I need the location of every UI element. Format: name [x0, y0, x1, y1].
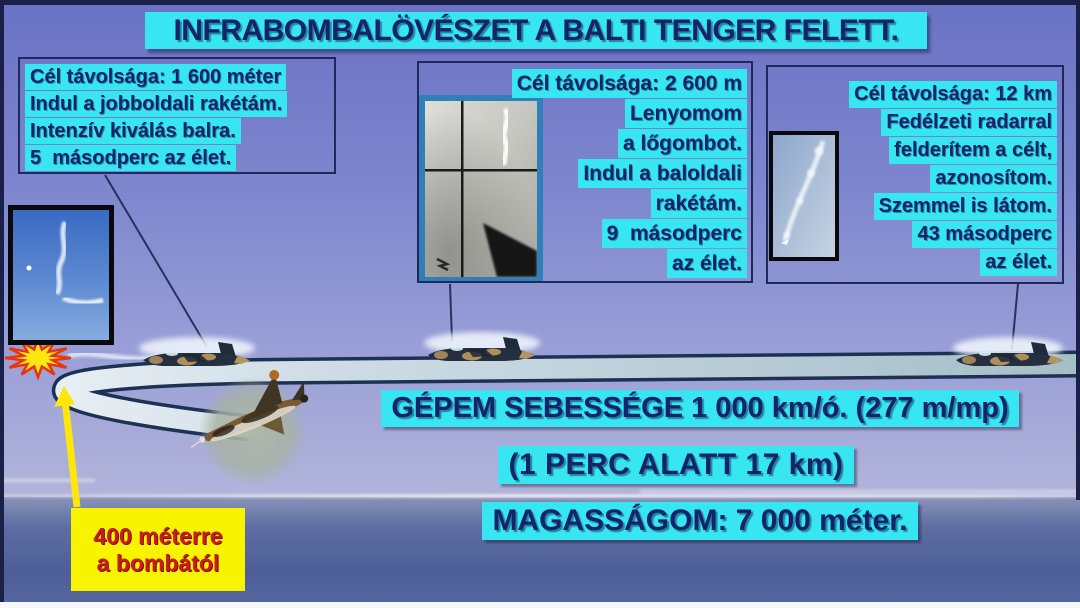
speed-label-text: GÉPEM SEBESSÉGE 1 000 km/ó. (277 m/mp) [381, 390, 1018, 427]
callout-middle-line: Indul a baloldali [578, 159, 747, 188]
callout-left-line: Intenzív kiválás balra. [25, 118, 241, 144]
callout-right [766, 65, 1064, 284]
up-arrow-icon [54, 386, 77, 507]
callout-right-line: 43 másodperc [912, 221, 1057, 248]
callout-middle-line: 9 másodperc [602, 219, 747, 248]
callout-middle-line: az élet. [667, 249, 747, 278]
slide-title-text: INFRABOMBALÖVÉSZET A BALTI TENGER FELETT. [173, 13, 899, 47]
bomb-distance-label [71, 508, 245, 591]
per-minute-label-text: (1 PERC ALATT 17 km) [498, 446, 853, 484]
bomb-distance-line: a bombától [96, 549, 220, 576]
callout-right-line: felderítem a célt, [889, 137, 1057, 164]
callout-middle-line: Cél távolsága: 2 600 m [512, 69, 747, 98]
slide-border-bottom [0, 602, 1080, 608]
callout-left-line: 5 másodperc az élet. [25, 145, 236, 171]
callout-middle-line: a lőgombot. [618, 129, 747, 158]
callout-right-line: Szemmel is látom. [874, 193, 1057, 220]
callout-middle [417, 61, 753, 283]
callout-middle-line: Lenyomom [625, 99, 747, 128]
slide-border-top [0, 0, 1080, 5]
callout-middle-line: rakétám. [651, 189, 747, 218]
callout-right-line: az élet. [980, 249, 1057, 276]
callout-left-line: Indul a jobboldali rakétám. [25, 91, 287, 117]
bomb-distance-line: 400 méterre [93, 522, 223, 549]
per-minute-label [296, 446, 1056, 484]
speed-label [320, 390, 1080, 427]
slide-title [145, 12, 927, 49]
callout-left [18, 57, 336, 174]
callout-right-line: Fedélzeti radarral [881, 109, 1057, 136]
callout-left-line: Cél távolsága: 1 600 méter [25, 64, 286, 90]
altitude-label-text: MAGASSÁGOM: 7 000 méter. [482, 502, 917, 540]
altitude-label [320, 502, 1080, 540]
slide-border-right [1076, 0, 1080, 500]
slide-border-left [0, 0, 4, 602]
missile-launch-photo [8, 205, 114, 345]
callout-right-line: azonosítom. [930, 165, 1057, 192]
callout-right-line: Cél távolsága: 12 km [849, 81, 1057, 108]
